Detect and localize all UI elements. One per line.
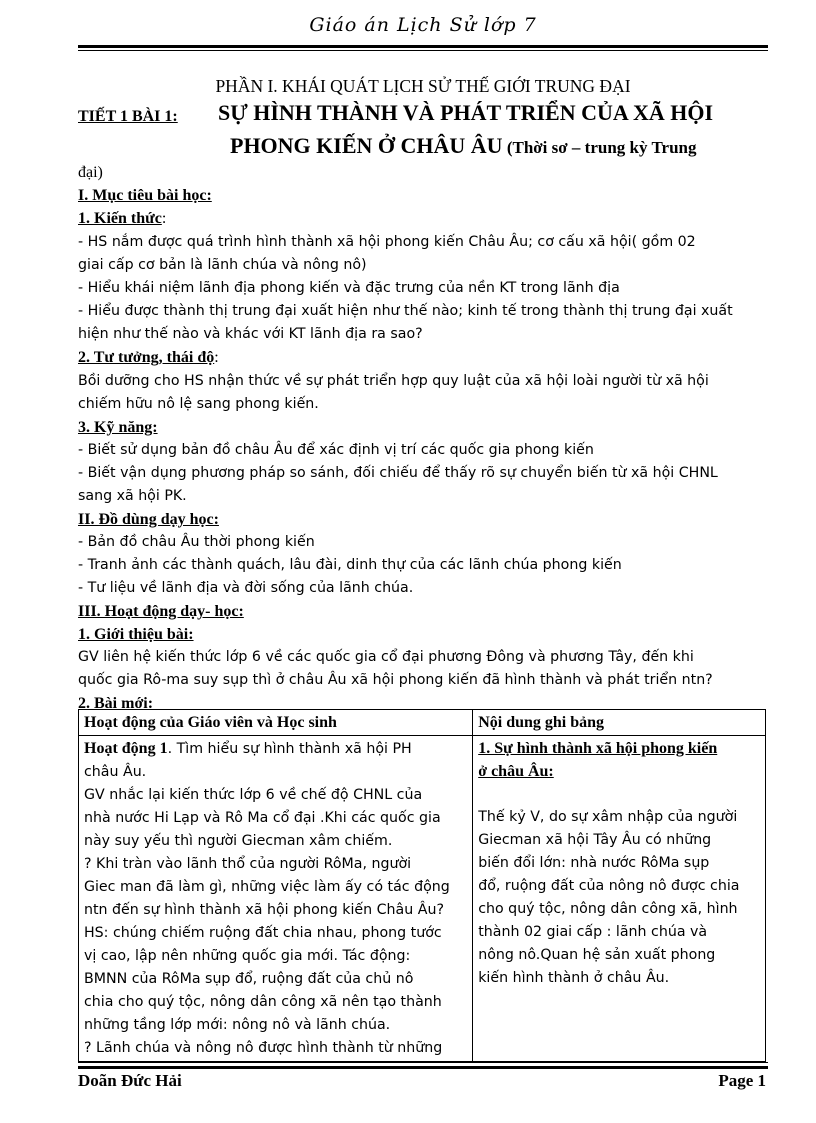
knowledge-line: - Hiểu khái niệm lãnh địa phong kiến và đặc trưng của nền KT trong lãnh địa bbox=[78, 280, 620, 296]
table-header-row bbox=[79, 710, 766, 736]
attitude-colon: : bbox=[214, 349, 219, 366]
table-header-teacher: Hoạt động của Giáo viên và Học sinh bbox=[79, 710, 473, 736]
activity-line: Giec man đã làm gì, những việc làm ấy có tác động bbox=[84, 879, 450, 895]
activity-line: GV nhắc lại kiến thức lớp 6 về chế độ CHNL của bbox=[84, 787, 423, 803]
notes-line: Thế kỷ V, do sự xâm nhập của người bbox=[478, 809, 738, 825]
activity-title-line bbox=[84, 737, 467, 761]
skills-line: sang xã hội PK. bbox=[78, 488, 187, 504]
notes-line: thành 02 giai cấp : lãnh chúa và bbox=[478, 924, 708, 940]
knowledge-line: hiện như thế nào và khác với KT lãnh địa ra sao? bbox=[78, 326, 423, 342]
attitude-line: chiếm hữu nô lệ sang phong kiến. bbox=[78, 396, 319, 412]
notes-heading-line2: ở châu Âu: bbox=[478, 763, 554, 780]
attitude-heading: 2. Tư tưởng, thái độ bbox=[78, 349, 215, 366]
notes-line: Giecman xã hội Tây Âu có những bbox=[478, 832, 712, 848]
lesson-subtitle-wrap: đại) bbox=[78, 164, 103, 181]
notes-line: kiến hình thành ở châu Âu. bbox=[478, 970, 670, 986]
activity-line: chia cho quý tộc, nông dân công xã nên tạo thành bbox=[84, 994, 442, 1010]
table-row bbox=[79, 736, 766, 1062]
board-notes-cell bbox=[473, 736, 766, 1062]
skills-line: - Biết sử dụng bản đồ châu Âu để xác định vị trí các quốc gia phong kiến bbox=[78, 442, 594, 458]
intro-line: GV liên hệ kiến thức lớp 6 về các quốc gia cổ đại phương Đông và phương Tây, đến khi bbox=[78, 649, 694, 665]
notes-line: đổ, ruộng đất của nông nô được chia bbox=[478, 878, 740, 894]
notes-line: cho quý tộc, nông dân công xã, hình bbox=[478, 901, 738, 917]
materials-line: - Tư liệu về lãnh địa và đời sống của lãnh chúa. bbox=[78, 580, 414, 596]
teacher-activity-cell bbox=[79, 736, 473, 1062]
footer-author: Doãn Đức Hải bbox=[78, 1071, 182, 1090]
page-header-title: Giáo án Lịch Sử lớp 7 bbox=[309, 14, 537, 36]
activity-line: này suy yếu thì người Giecman xâm chiếm. bbox=[84, 833, 393, 849]
new-lesson-heading: 2. Bài mới: bbox=[78, 695, 154, 712]
intro-heading: 1. Giới thiệu bài: bbox=[78, 626, 194, 643]
knowledge-line: giai cấp cơ bản là lãnh chúa và nông nô) bbox=[78, 257, 367, 273]
activity-label: Hoạt động 1 bbox=[84, 740, 168, 757]
footer-rule-thick bbox=[78, 1066, 768, 1069]
notes-spacer bbox=[478, 783, 760, 806]
attitude-heading-line bbox=[78, 346, 768, 370]
lesson-title-line2 bbox=[230, 133, 770, 159]
notes-line: biến đổi lớn: nhà nước RôMa sụp bbox=[478, 855, 710, 871]
activity-line: vị cao, lập nên những quốc gia mới. Tác động: bbox=[84, 948, 411, 964]
knowledge-line: - Hiểu được thành thị trung đại xuất hiện như thế nào; kinh tế trong thành thị trung đại xuất bbox=[78, 303, 733, 319]
footer-page-number: Page 1 bbox=[718, 1071, 766, 1090]
notes-heading-line1: 1. Sự hình thành xã hội phong kiến bbox=[478, 740, 718, 757]
objectives-heading: I. Mục tiêu bài học: bbox=[78, 187, 212, 204]
knowledge-colon: : bbox=[161, 210, 167, 227]
activity-line: những tầng lớp mới: nông nô và lãnh chúa. bbox=[84, 1017, 391, 1033]
lesson-title-main: PHONG KIẾN Ở CHÂU ÂU bbox=[230, 133, 503, 158]
activity-line: nhà nước Hi Lạp và Rô Ma cổ đại .Khi các quốc gia bbox=[84, 810, 441, 826]
skills-heading: 3. Kỹ năng: bbox=[78, 419, 158, 436]
footer-rule-thin bbox=[78, 1062, 768, 1063]
activities-heading: III. Hoạt động dạy- học: bbox=[78, 603, 244, 620]
knowledge-line: - HS nắm được quá trình hình thành xã hội phong kiến Châu Âu; cơ cấu xã hội( gồm 02 bbox=[78, 234, 696, 250]
skills-line: - Biết vận dụng phương pháp so sánh, đối chiếu để thấy rõ sự chuyển biến từ xã hội CHNL bbox=[78, 465, 718, 481]
lesson-subtitle: (Thời sơ – trung kỳ Trung bbox=[502, 138, 697, 157]
activity-line: ? Lãnh chúa và nông nô được hình thành từ những bbox=[84, 1040, 443, 1056]
knowledge-heading-line bbox=[78, 207, 768, 231]
lesson-label: TIẾT 1 BÀI 1: bbox=[78, 108, 178, 125]
knowledge-heading: 1. Kiến thức bbox=[78, 210, 162, 227]
attitude-line: Bồi dưỡng cho HS nhận thức về sự phát triển hợp quy luật của xã hội loài người từ xã hội bbox=[78, 373, 709, 389]
activity-title-rest: . Tìm hiểu sự hình thành xã hội PH bbox=[167, 741, 412, 757]
part-title: PHẦN I. KHÁI QUÁT LỊCH SỬ THẾ GIỚI TRUNG ĐẠI bbox=[215, 76, 631, 96]
materials-line: - Bản đồ châu Âu thời phong kiến bbox=[78, 534, 315, 550]
activity-line: HS: chúng chiếm ruộng đất chia nhau, phong tước bbox=[84, 925, 442, 941]
header-rule-thin bbox=[78, 50, 768, 51]
header-rule-thick bbox=[78, 45, 768, 48]
materials-line: - Tranh ảnh các thành quách, lâu đài, dinh thự của các lãnh chúa phong kiến bbox=[78, 557, 622, 573]
activities-table bbox=[78, 709, 766, 1062]
activity-line: châu Âu. bbox=[84, 764, 147, 780]
lesson-body bbox=[78, 184, 768, 715]
intro-line: quốc gia Rô-ma suy sụp thì ở châu Âu xã hội phong kiến đã hình thành và phát triển ntn? bbox=[78, 672, 713, 688]
activity-line: ? Khi tràn vào lãnh thổ của người RôMa, người bbox=[84, 856, 412, 872]
activity-line: BMNN của RôMa sụp đổ, ruộng đất của chủ nô bbox=[84, 971, 414, 987]
lesson-title-line1: SỰ HÌNH THÀNH VÀ PHÁT TRIỂN CỦA XÃ HỘI bbox=[218, 100, 714, 125]
notes-line: nông nô.Quan hệ sản xuất phong bbox=[478, 947, 716, 963]
table-header-notes: Nội dung ghi bảng bbox=[473, 710, 766, 736]
activity-line: ntn đến sự hình thành xã hội phong kiến Châu Âu? bbox=[84, 902, 444, 918]
materials-heading: II. Đồ dùng dạy học: bbox=[78, 511, 219, 528]
